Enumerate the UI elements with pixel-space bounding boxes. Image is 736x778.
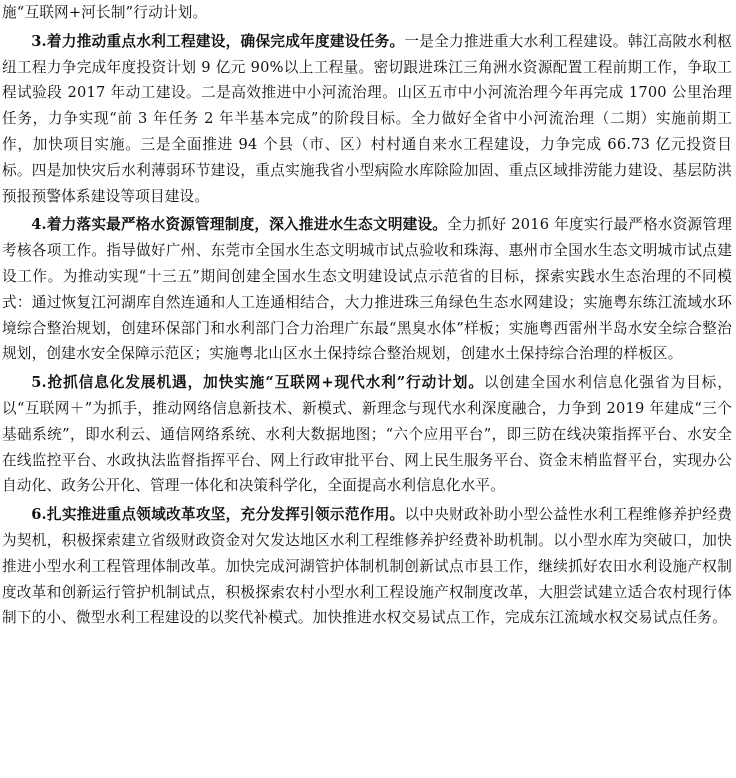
paragraph-6-body: 以中央财政补助小型公益性水利工程维修养护经费为契机，积极探索建立省级财政资金对欠发达地区水利工程维修养护经费补助机制。以小型水库为突破口，加快推进小型水利工程管理体制改革。加快完成河湖管护体制机制创新试点市县工作，继续抓好农田水利设施产权制度改革和创新运行管护机制试点，积极探索农村小型水利工程设施产权制度改革，大胆尝试建立适合农村现行体制下的小、微型水利工程建设的以奖代补模式。加快推进水权交易试点工作，完成东江流域水权交易试点任务。	[2, 506, 732, 627]
paragraph-5-heading: 5.抢抓信息化发展机遇，加快实施“互联网+现代水利”行动计划。	[31, 374, 484, 392]
paragraph-6	[2, 502, 732, 631]
paragraph-3-heading: 3.着力推动重点水利工程建设，确保完成年度建设任务。	[31, 32, 405, 50]
paragraph-5-body: 以创建全国水利信息化强省为目标，以“互联网＋”为抓手，推动网络信息新技术、新模式、新理念与现代水利深度融合，力争到 2019 年建成“三个基础系统”，即水利云、通信网络系统、水利大数据地图；“六个应用平台”，即三防在线决策指挥平台、水安全在线监控平台、水政执法监督指挥平台、网上行政审批平台、网上民生服务平台、资金末梢监督平台，实现办公自动化、政务公开化、管理一体化和决策科学化，全面提高水利信息化水平。	[2, 374, 732, 495]
paragraph-4-body: 全力抓好 2016 年度实行最严格水资源管理考核各项工作。指导做好广州、东莞市全国水生态文明城市试点验收和珠海、惠州市全国水生态文明城市试点建设工作。为推动实现“十三五”期间创建全国水生态文明建设试点示范省的目标，探索实践水生态治理的不同模式：通过恢复江河湖库自然连通和人工连通相结合，大力推进珠三角绿色生态水网建设；实施粤东练江流域水环境综合整治规划，创建环保部门和水利部门合力治理广东最“黑臭水体”样板；实施粤西雷州半岛水安全综合整治规划，创建水安全保障示范区；实施粤北山区水土保持综合整治规划，创建水土保持综合治理的样板区。	[2, 216, 732, 363]
document-page	[2, 0, 732, 631]
paragraph-5	[2, 370, 732, 499]
paragraph-3	[2, 29, 732, 210]
paragraph-4-heading: 4.着力落实最严格水资源管理制度，深入推进水生态文明建设。	[31, 216, 448, 234]
paragraph-3-body: 一是全力推进重大水利工程建设。韩江高陂水利枢纽工程力争完成年度投资计划 9 亿元 90%以上工程量。密切跟进珠江三角洲水资源配置工程前期工作，争取工程试验段 2017 年动工建设。二是高效推进中小河流治理。山区五市中小河流治理今年再完成 1700 公里治理任务，力争实现“前 3 年任务 2 年半基本完成”的阶段目标。全力做好全省中小河流治理（二期）实施前期工作，加快项目实施。三是全面推进 94 个县（市、区）村村通自来水工程建设，力争完成 66.73 亿元投资目标。四是加快灾后水利薄弱环节建设，重点实施我省小型病险水库除险加固、重点区域排涝能力建设、基层防洪预报预警体系建设等项目建设。	[2, 32, 732, 205]
continuation-text: 施“互联网+河长制”行动计划。	[2, 4, 208, 21]
paragraph-6-heading: 6.扎实推进重点领域改革攻坚，充分发挥引领示范作用。	[31, 506, 405, 524]
paragraph-4	[2, 212, 732, 367]
